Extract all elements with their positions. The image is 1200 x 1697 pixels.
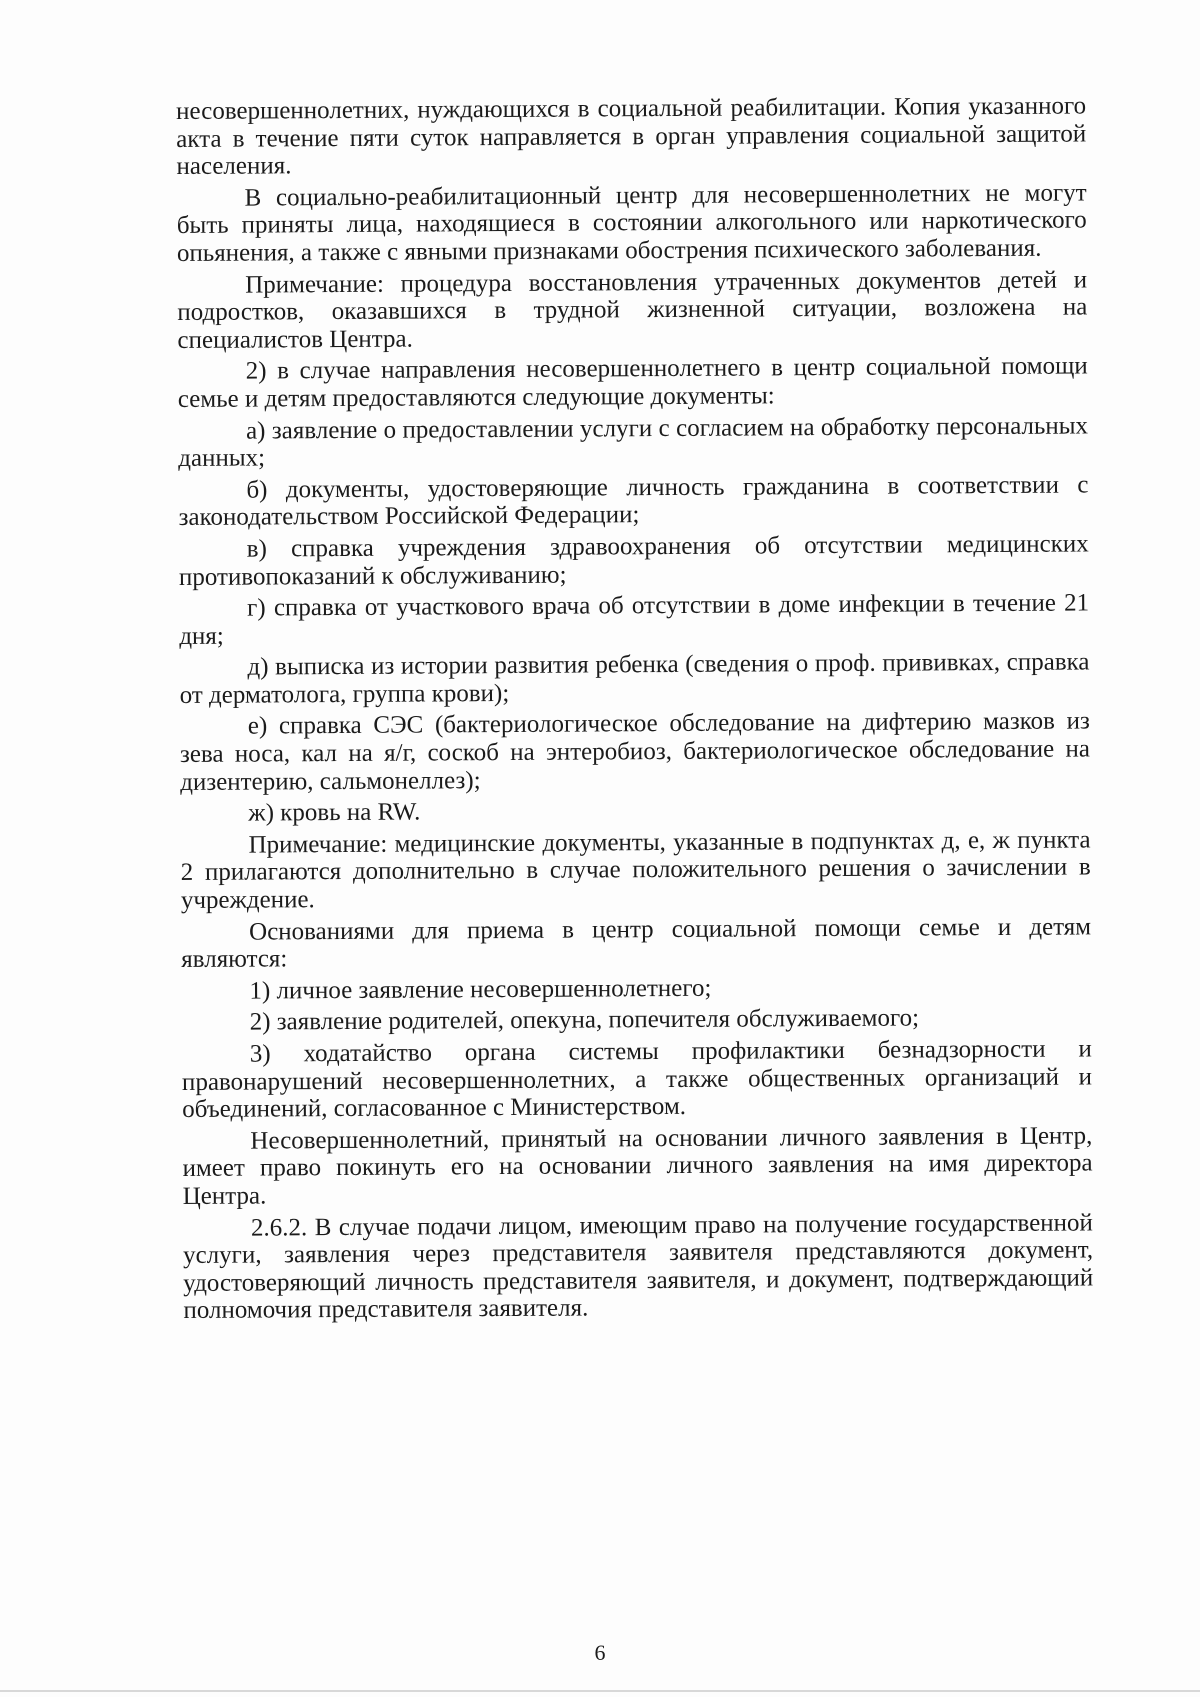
paragraph: Примечание: медицинские документы, указанные в подпунктах д, е, ж пункта 2 прилагаются дополнительно в случае положительного решения о зачислении в учреждение. <box>180 826 1091 915</box>
list-item: 2) заявление родителей, опекуна, попечителя обслуживаемого; <box>249 1004 920 1036</box>
paragraph: Примечание: процедура восстановления утраченных документов детей и подростков, оказавшихся в трудной жизненной ситуации, возложена на специалистов Центра. <box>177 266 1088 354</box>
list-item: е) справка СЭС (бактериологическое обследование на дифтерию мазков из зева носа, кал на я/г, соскоб на энтеробиоз, бактериологическое обследование на дизентерию, сальмонеллез); <box>179 707 1091 796</box>
paragraph: Основаниями для приема в центр социальной помощи семье и детям являются: <box>181 913 1092 974</box>
page-number: 6 <box>594 1640 606 1665</box>
list-item: 1) личное заявление несовершеннолетнего; <box>249 974 712 1005</box>
list-item: г) справка от участкового врача об отсутствии в доме инфекции в течение 21 дня; <box>179 589 1090 650</box>
paragraph: Несовершеннолетний, принятый на основании личного заявления в Центр, имеет право покинуть его на основании личного заявления на имя директора Центра. <box>182 1122 1093 1210</box>
list-item: 3) ходатайство органа системы профилактики безнадзорности и правонарушений несовершеннолетних, а также общественных организаций и объединений, согласованное с Министерством. <box>181 1035 1093 1124</box>
document-body <box>176 92 1094 1328</box>
paragraph: несовершеннолетних, нуждающихся в социальной реабилитации. Копия указанного акта в течение пяти суток направляется в орган управления социальной защитой населения. <box>176 92 1087 181</box>
paragraph: 2) в случае направления несовершеннолетнего в центр социальной помощи семье и детям предоставляются следующие документы: <box>177 352 1088 413</box>
list-item: в) справка учреждения здравоохранения об отсутствии медицинских противопоказаний к обслуживанию; <box>178 530 1089 591</box>
list-item: а) заявление о предоставлении услуги с согласием на обработку персональных данных; <box>178 411 1089 473</box>
list-item: б) документы, удостоверяющие личность гражданина в соответствии с законодательством Российской Федерации; <box>178 471 1089 532</box>
paragraph: В социально-реабилитационный центр для несовершеннолетних не могут быть приняты лица, находящиеся в состоянии алкогольного или наркотического опьянения, а также с явными признаками обострения психического заболевания. <box>176 179 1087 267</box>
paragraph: 2.6.2. В случае подачи лицом, имеющим право на получение государственной услуги, заявления через представителя заявителя представляются документ, удостоверяющий личность представителя заявителя, и документ, подтверждающий полномочия представителя заявителя. <box>182 1208 1094 1325</box>
list-item: ж) кровь на RW. <box>248 798 421 827</box>
list-item: д) выписка из истории развития ребенка (сведения о проф. прививках, справка от дерматолога, группа крови); <box>179 648 1090 709</box>
scan-edge-line <box>0 1690 1200 1692</box>
